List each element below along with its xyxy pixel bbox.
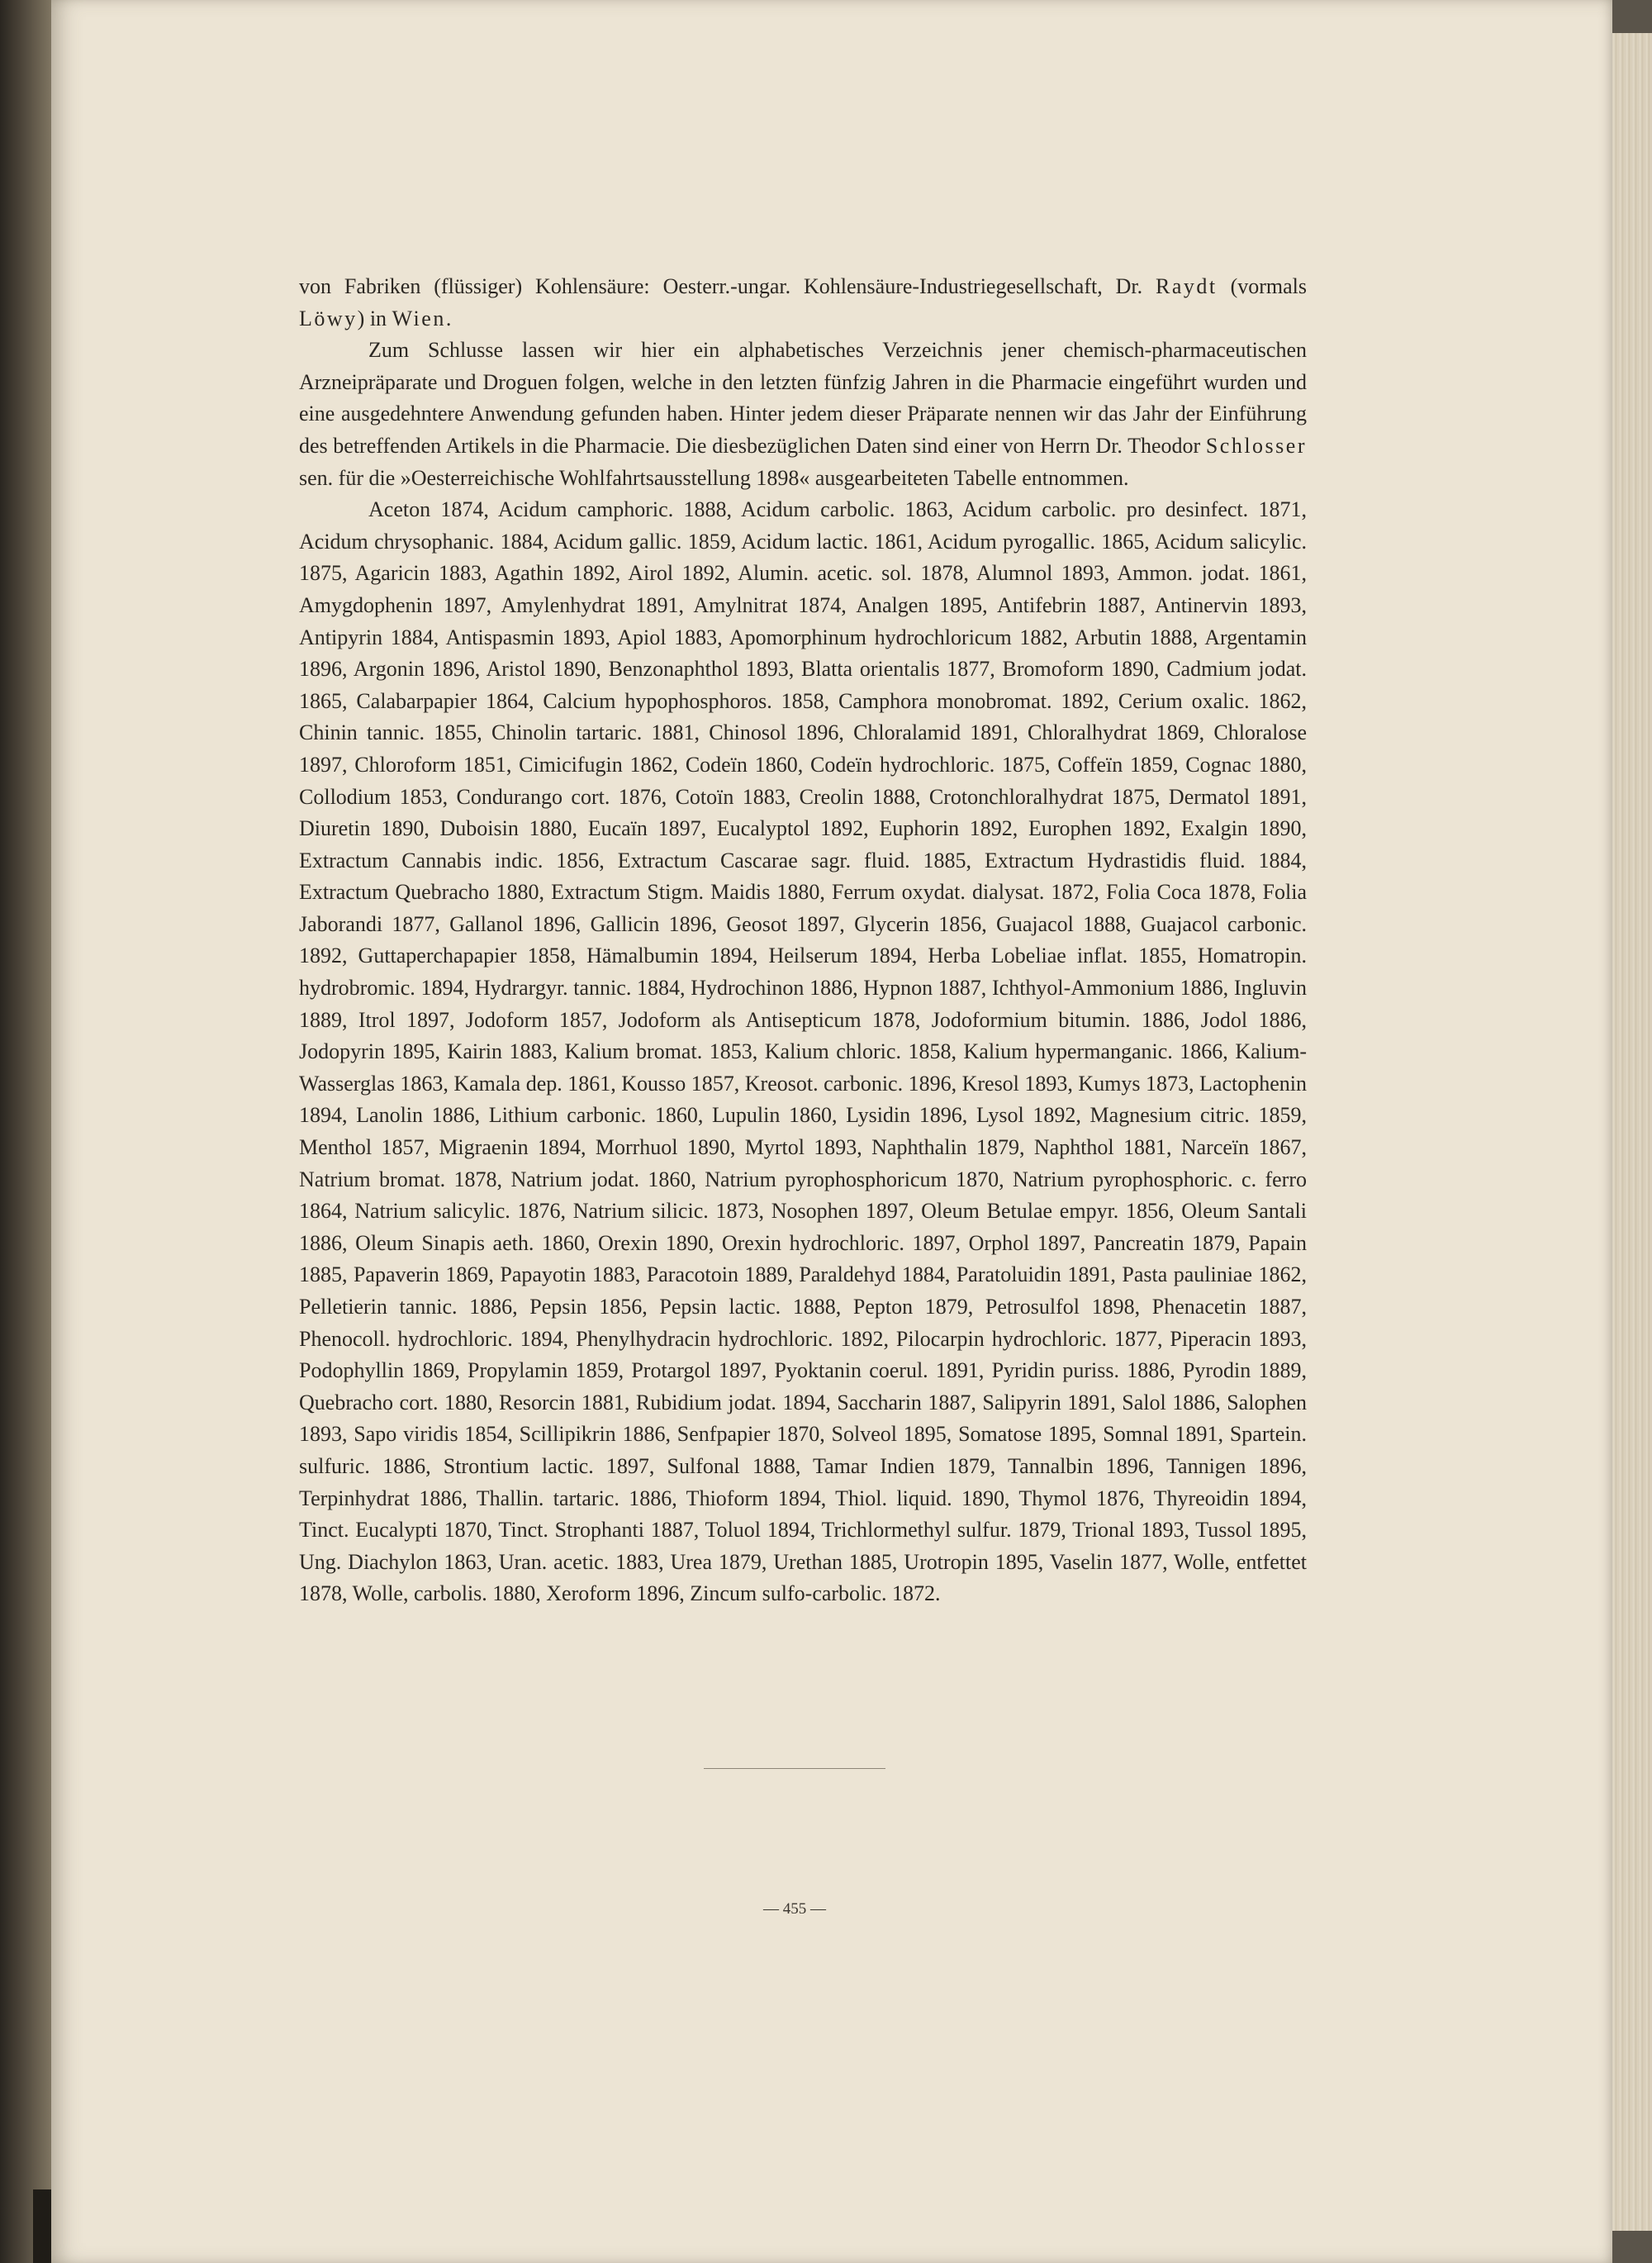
paragraph-fabriken-text-a: von Fabriken (flüssiger) Kohlensäure: Oesterr.-ungar. Kohlensäure-Industriegesellschaft, Dr. — [299, 274, 1156, 298]
page-number: — 455 — — [763, 1900, 826, 1918]
horizontal-rule — [704, 1768, 885, 1769]
paragraph-intro-text-a: Zum Schlusse lassen wir hier ein alphabetisches Verzeichnis jener chemisch-pharmaceutischen Arzneipräparate und Droguen folgen, welche in den letzten fünfzig Jahren in die Pharmacie eingeführt wurden und eine ausgedehntere Anwendung gefunden haben. Hinter jedem dieser Präparate nennen wir das Jahr der Einführung des betreffenden Artikels in die Pharmacie. Die diesbezüglichen Daten sind einer von Herrn Dr. Theodor — [299, 338, 1307, 458]
paragraph-fabriken-text-c: ) in — [357, 306, 392, 330]
name-wien: Wien — [392, 306, 446, 330]
name-schlosser: Schlosser — [1205, 433, 1307, 458]
paragraph-fabriken-text-d: . — [445, 306, 452, 330]
paragraph-fabriken — [299, 271, 1307, 335]
paragraph-verzeichnis-intro — [299, 335, 1307, 494]
page-text — [299, 271, 1307, 1610]
paragraph-intro-text-b: sen. für die »Oesterreichische Wohlfahrtsausstellung 1898« ausgearbeiteten Tabelle entnommen. — [299, 465, 1129, 490]
name-raydt: Raydt — [1156, 274, 1218, 298]
book-spine — [0, 0, 58, 2263]
paragraph-fabriken-text-b: (vormals — [1217, 274, 1307, 298]
name-loewy: Löwy — [299, 306, 358, 330]
paragraph-praeparate-liste: Aceton 1874, Acidum camphoric. 1888, Acidum carbolic. 1863, Acidum carbolic. pro desinfect. 1871, Acidum chrysophanic. 1884, Acidum gallic. 1859, Acidum lactic. 1861, Acidum pyrogallic. 1865, Acidum salicylic. 1875, Agaricin 1883, Agathin 1892, Airol 1892, Alumin. acetic. sol. 1878, Alumnol 1893, Ammon. jodat. 1861, Amygdophenin 1897, Amylenhydrat 1891, Amylnitrat 1874, Analgen 1895, Antifebrin 1887, Antinervin 1893, Antipyrin 1884, Antispasmin 1893, Apiol 1883, Apomorphinum hydrochloricum 1882, Arbutin 1888, Argentamin 1896, Argonin 1896, Aristol 1890, Benzonaphthol 1893, Blatta orientalis 1877, Bromoform 1890, Cadmium jodat. 1865, Calabarpapier 1864, Calcium hypophosphoros. 1858, Camphora monobromat. 1892, Cerium oxalic. 1862, Chinin tannic. 1855, Chinolin tartaric. 1881, Chinosol 1896, Chloralamid 1891, Chloralhydrat 1869, Chloralose 1897, Chloroform 1851, Cimicifugin 1862, Codeïn 1860, Codeïn hydrochloric. 1875, Coffeïn 1859, Cognac 1880, Collodium 1853, Condurango cort. 1876, Cotoïn 1883, Creolin 1888, Crotonchloralhydrat 1875, Dermatol 1891, Diuretin 1890, Duboisin 1880, Eucaïn 1897, Eucalyptol 1892, Euphorin 1892, Europhen 1892, Exalgin 1890, Extractum Cannabis indic. 1856, Extractum Cascarae sagr. fluid. 1885, Extractum Hydrastidis fluid. 1884, Extractum Quebracho 1880, Extractum Stigm. Maidis 1880, Ferrum oxydat. dialysat. 1872, Folia Coca 1878, Folia Jaborandi 1877, Gallanol 1896, Gallicin 1896, Geosot 1897, Glycerin 1856, Guajacol 1888, Guajacol carbonic. 1892, Guttaperchapapier 1858, Hämalbumin 1894, Heilserum 1894, Herba Lobeliae inflat. 1855, Homatropin. hydrobromic. 1894, Hydrargyr. tannic. 1884, Hydrochinon 1886, Hypnon 1887, Ichthyol-Ammonium 1886, Ingluvin 1889, Itrol 1897, Jodoform 1857, Jodoform als Antisepticum 1878, Jodoformium bitumin. 1886, Jodol 1886, Jodopyrin 1895, Kairin 1883, Kalium bromat. 1853, Kalium chloric. 1858, Kalium hypermanganic. 1866, Kalium-Wasserglas 1863, Kamala dep. 1861, Kousso 1857, Kreosot. carbonic. 1896, Kresol 1893, Kumys 1873, Lactophenin 1894, Lanolin 1886, Lithium carbonic. 1860, Lupulin 1860, Lysidin 1896, Lysol 1892, Magnesium citric. 1859, Menthol 1857, Migraenin 1894, Morrhuol 1890, Myrtol 1893, Naphthalin 1879, Naphthol 1881, Narceïn 1867, Natrium bromat. 1878, Natrium jodat. 1860, Natrium pyrophosphoricum 1870, Natrium pyrophosphoric. c. ferro 1864, Natrium salicylic. 1876, Natrium silicic. 1873, Nosophen 1897, Oleum Betulae empyr. 1856, Oleum Santali 1886, Oleum Sinapis aeth. 1860, Orexin 1890, Orexin hydrochloric. 1897, Orphol 1897, Pancreatin 1879, Papain 1885, Papaverin 1869, Papayotin 1883, Paracotoin 1889, Paraldehyd 1884, Paratoluidin 1891, Pasta pauliniae 1862, Pelletierin tannic. 1886, Pepsin 1856, Pepsin lactic. 1888, Pepton 1879, Petrosulfol 1898, Phenacetin 1887, Phenocoll. hydrochloric. 1894, Phenylhydracin hydrochloric. 1892, Pilocarpin hydrochloric. 1877, Piperacin 1893, Podophyllin 1869, Propylamin 1859, Protargol 1897, Pyoktanin coerul. 1891, Pyridin puriss. 1886, Pyrodin 1889, Quebracho cort. 1880, Resorcin 1881, Rubidium jodat. 1894, Saccharin 1887, Salipyrin 1891, Salol 1886, Salophen 1893, Sapo viridis 1854, Scillipikrin 1886, Senfpapier 1870, Solveol 1895, Somatose 1895, Somnal 1891, Spartein. sulfuric. 1886, Strontium lactic. 1897, Sulfonal 1888, Tamar Indien 1879, Tannalbin 1896, Tannigen 1896, Terpinhydrat 1886, Thallin. tartaric. 1886, Thioform 1894, Thiol. liquid. 1890, Thymol 1876, Thyreoidin 1894, Tinct. Eucalypti 1870, Tinct. Strophanti 1887, Toluol 1894, Trichlormethyl sulfur. 1879, Trional 1893, Tussol 1895, Ung. Diachylon 1863, Uran. acetic. 1883, Urea 1879, Urethan 1885, Urotropin 1895, Vaselin 1877, Wolle, entfettet 1878, Wolle, carbolis. 1880, Xeroform 1896, Zincum sulfo-carbolic. 1872. — [299, 497, 1307, 1606]
